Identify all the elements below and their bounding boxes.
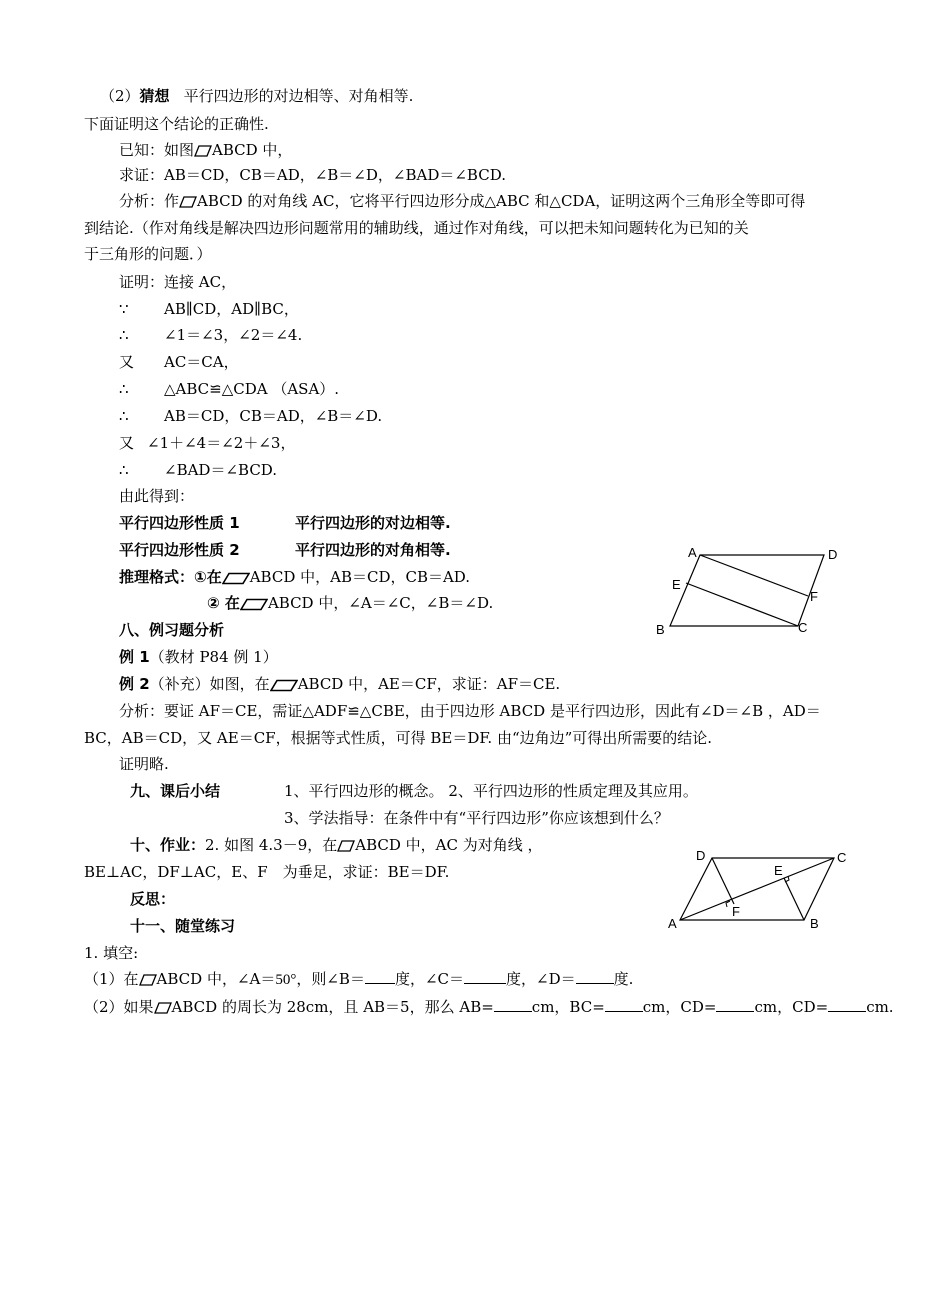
- text: ABCD 中，: [212, 141, 293, 159]
- text: 推理格式：①在: [119, 568, 222, 586]
- text: 平行四边形性质 2: [119, 541, 240, 559]
- label-d: D: [696, 848, 706, 863]
- parallelogram-icon: [270, 679, 298, 692]
- proof-step: [119, 460, 278, 480]
- answer-blank[interactable]: [365, 969, 395, 984]
- right-angle-mark: [726, 901, 730, 907]
- proof-step: [119, 325, 303, 345]
- label-f: F: [732, 904, 740, 919]
- symbol: 又: [119, 434, 135, 452]
- label-e: E: [774, 863, 783, 878]
- text: AB＝CD，CB＝AD，∠B＝∠D.: [164, 407, 383, 425]
- example-2: [119, 674, 560, 694]
- text: ，则∠B＝: [296, 970, 365, 988]
- label-f: F: [810, 589, 818, 604]
- example-1: [119, 647, 278, 667]
- segment-ae-fc: [700, 555, 808, 596]
- proof-step: [119, 379, 340, 399]
- section-8-heading: 八、例习题分析: [119, 621, 225, 639]
- text: 分析：作: [119, 192, 180, 210]
- text: 已知：如图: [119, 141, 195, 159]
- label-c: C: [837, 850, 847, 865]
- parallelogram-icon: [154, 1002, 172, 1014]
- text: （2）如果: [84, 998, 154, 1016]
- conjecture-label: 猜想: [139, 87, 170, 105]
- figure-parallelogram-2: [664, 842, 854, 934]
- line-conjecture: [100, 86, 413, 106]
- text: cm，CD=: [754, 998, 829, 1016]
- text: △ABC≌△CDA （ASA）.: [164, 380, 340, 398]
- diagonal-ac: [680, 858, 834, 920]
- perpendicular-be: [784, 878, 804, 920]
- label-b: B: [656, 622, 665, 637]
- line: 由此得到：: [119, 487, 195, 505]
- text: 1、平行四边形的概念。 2、平行四边形的性质定理及其应用。: [284, 782, 698, 800]
- answer-blank[interactable]: [464, 969, 506, 984]
- text: ABCD 中，AE＝CF，求证：AF＝CE.: [297, 675, 561, 693]
- symbol: ∴: [119, 326, 129, 344]
- text: 度.: [613, 970, 634, 988]
- label-b: B: [810, 916, 819, 931]
- text: （教材 P84 例 1）: [149, 648, 278, 666]
- text: 例 2: [119, 675, 150, 693]
- answer-blank[interactable]: [494, 997, 532, 1012]
- text: （补充）如图，在: [149, 675, 270, 693]
- heading: 九、课后小结: [130, 782, 221, 800]
- text: ABCD 的周长为 28cm，且 AB＝5，那么 AB=: [171, 998, 494, 1016]
- symbol: ∵: [119, 300, 129, 318]
- reasoning-2: [207, 593, 493, 613]
- line: 到结论.（作对角线是解决四边形问题常用的辅助线，通过作对角线，可以把未知问题转化为已知的关: [84, 219, 749, 237]
- text: 平行四边形性质 1: [119, 514, 240, 532]
- section-10: [130, 835, 543, 855]
- text: ABCD 中，AC 为对角线 ，: [355, 836, 543, 854]
- text: 2. 如图 4.3－9，在: [205, 836, 338, 854]
- proof-step: [119, 299, 299, 319]
- exercise-1: [84, 969, 633, 990]
- symbol: ∴: [119, 461, 129, 479]
- text: cm.: [866, 998, 894, 1016]
- parallelogram-icon: [179, 196, 197, 208]
- parallelogram-abcd: [670, 555, 824, 626]
- symbol: 又: [119, 353, 135, 371]
- section-11-heading: 十一、随堂练习: [130, 917, 236, 935]
- text: 平行四边形的对边相等、对角相等.: [183, 87, 414, 105]
- reflection-heading: 反思：: [130, 890, 176, 908]
- label-a: A: [688, 545, 697, 560]
- section-9: [130, 781, 698, 801]
- text: ∠BAD＝∠BCD.: [164, 461, 278, 479]
- answer-blank[interactable]: [716, 997, 754, 1012]
- parallelogram-icon: [240, 598, 268, 611]
- text: AC＝CA，: [164, 353, 239, 371]
- text: 度，∠C＝: [394, 970, 464, 988]
- text: ∠1＋∠4＝∠2＋∠3，: [147, 434, 296, 452]
- segment-ef: [686, 583, 798, 626]
- figure-parallelogram-1: [652, 540, 852, 640]
- parallelogram-icon: [337, 840, 355, 852]
- angle-value: 50°: [275, 972, 297, 988]
- label-a: A: [668, 916, 677, 931]
- text: 例 1: [119, 648, 150, 666]
- property-2: [119, 540, 451, 560]
- heading: 十、作业：: [130, 836, 206, 854]
- text: （2）: [100, 87, 140, 105]
- text: 平行四边形的对角相等.: [295, 541, 451, 559]
- line: 下面证明这个结论的正确性.: [84, 115, 269, 133]
- line-prove: 求证：AB＝CD，CB＝AD，∠B＝∠D，∠BAD＝∠BCD.: [119, 166, 506, 184]
- text: ABCD 中，AB＝CD，CB＝AD.: [249, 568, 471, 586]
- line-given: [119, 140, 292, 160]
- line: 分析：要证 AF＝CE，需证△ADF≌△CBE，由于四边形 ABCD 是平行四边形，因此有∠D＝∠B ，AD＝: [119, 702, 821, 720]
- line: BC，AB＝CD，又 AE＝CF，根据等式性质，可得 BE＝DF. 由“边角边”可得出所需要的结论.: [84, 729, 713, 747]
- text: ② 在: [207, 594, 240, 612]
- line: 证明：连接 AC，: [119, 273, 237, 291]
- text: cm，BC=: [531, 998, 605, 1016]
- symbol: ∴: [119, 380, 129, 398]
- parallelogram-icon: [139, 974, 157, 986]
- text: 平行四边形的对边相等.: [295, 514, 451, 532]
- reasoning-1: [119, 567, 470, 587]
- line: 1. 填空:: [84, 944, 139, 962]
- line: 证明略.: [119, 755, 169, 773]
- proof-step: [119, 433, 296, 453]
- proof-step: [119, 352, 239, 372]
- proof-step: [119, 406, 383, 426]
- label-e: E: [672, 577, 681, 592]
- line: 3、学法指导：在条件中有“平行四边形”你应该想到什么？: [284, 809, 669, 827]
- exercise-2: [84, 997, 894, 1017]
- label-c: C: [798, 620, 808, 635]
- parallelogram-icon: [222, 572, 250, 585]
- text: ∠1＝∠3，∠2＝∠4.: [164, 326, 303, 344]
- parallelogram-icon: [194, 145, 212, 157]
- text: cm，CD=: [642, 998, 717, 1016]
- text: ABCD 中，∠A＝∠C，∠B＝∠D.: [267, 594, 494, 612]
- label-d: D: [828, 547, 838, 562]
- symbol: ∴: [119, 407, 129, 425]
- line-analysis: [119, 191, 805, 211]
- text: AB∥CD，AD∥BC，: [164, 300, 299, 318]
- perpendicular-df: [712, 858, 734, 904]
- answer-blank[interactable]: [828, 997, 866, 1012]
- line: 于三角形的问题．）: [84, 245, 212, 263]
- line: BE⊥AC，DF⊥AC，E、F 为垂足，求证：BE＝DF.: [84, 863, 450, 881]
- text: （1）在: [84, 970, 139, 988]
- text: ABCD 中，∠A＝: [156, 970, 276, 988]
- text: ABCD 的对角线 AC，它将平行四边形分成△ABC 和△CDA，证明这两个三角形全等即可得: [197, 192, 806, 210]
- text: 度，∠D＝: [506, 970, 576, 988]
- answer-blank[interactable]: [576, 969, 614, 984]
- property-1: [119, 513, 451, 533]
- answer-blank[interactable]: [605, 997, 643, 1012]
